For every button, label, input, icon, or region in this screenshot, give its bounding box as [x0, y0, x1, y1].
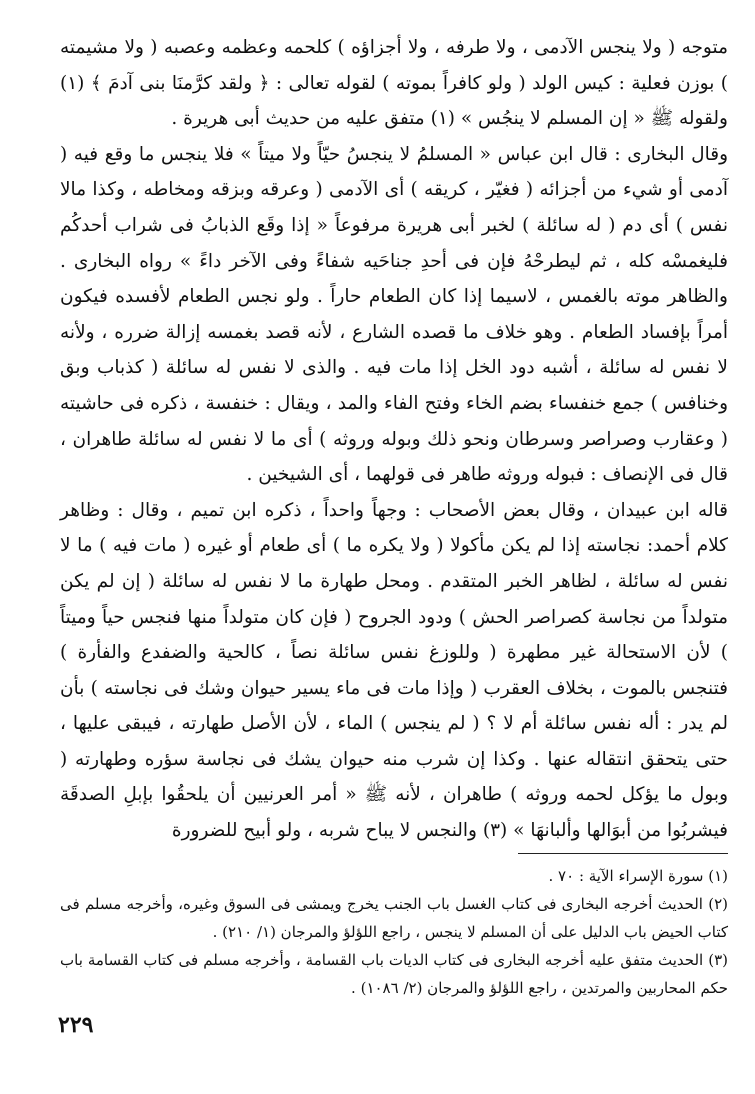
footnote-3: (٣) الحديث متفق عليه أخرجه البخارى فى كتاب الديات باب القسامة ، وأخرجه مسلم فى كتاب القسامة باب حكم المحاربين والمرتدين ، راجع اللؤلؤ والمرجان (٢/ ١٠٨٦) .: [60, 950, 728, 997]
document-page: [60, 30, 728, 1002]
footnote-2: (٢) الحديث أخرجه البخارى فى كتاب الغسل باب الجنب يخرج ويمشى فى السوق وغيره، وأخرجه مسلم فى كتاب الحيض باب الدليل على أن المسلم لا ينجس ، راجع اللؤلؤ والمرجان (١/ ٢١٠) .: [60, 894, 728, 941]
main-text: [60, 30, 728, 849]
footnotes: [60, 862, 728, 1002]
main-paragraph-1: متوجه ( ولا ينجس الآدمى ، ولا طرفه ، ولا أجزاؤه ) كلحمه وعظمه وعصبه ( ولا مشيمته ) بوزن فعلية : كيس الولد ( ولو كافراً بموته ) لقوله تعالى : ﴿ ولقد كرَّمنَا بنى آدمَ ﴾ (١) ولقوله ﷺ « إن المسلم لا ينجُس » (١) متفق عليه من حديث أبى هريرة .: [60, 37, 728, 130]
main-paragraph-2: وقال البخارى : قال ابن عباس « المسلمُ لا ينجسُ حيّاً ولا ميتاً » فلا ينجس ما وقع فيه ( آدمى أو شيء من أجزائه ( فغيّر ، كريقه ) أى الآدمى ( وعرقه وبزقه ومخاطه ، وكذا مالا نفس ) أى دم ( له سائلة ) لخبر أبى هريرة مرفوعاً « إذا وقَع الذبابُ فى شراب أحدكُم فليغمسْه كله ، ثم ليطرحْهُ فإن فى أحدِ جناحَيه شفاءً وفى الآخر داءً » رواه البخارى . والظاهر موته بالغمس ، لاسيما إذا كان الطعام حاراً . ولو نجس الطعام لأفسده فيكون أمراً بإفساد الطعام . وهو خلاف ما قصده الشارع ، لأنه قصد بغمسه إزالة ضرره ، ولأنه لا نفس له سائلة ، أشبه دود الخل إذا مات فيه . والذى لا نفس له سائلة ( كذباب وبق وخنافس ) جمع خنفساء بضم الخاء وفتح الفاء والمد ، ويقال : خنفسة ، ذكره فى حاشيته ( وعقارب وصراصر وسرطان ونحو ذلك وبوله وروثه ) أى ما لا نفس له سائلة طاهران ، قال فى الإنصاف : فبوله وروثه طاهر فى قولهما ، أى الشيخين .: [60, 143, 728, 486]
footnote-1: (١) سورة الإسراء الآية : ٧٠ .: [548, 866, 728, 885]
main-paragraph-3: قاله ابن عبيدان ، وقال بعض الأصحاب : وجهاً واحداً ، ذكره ابن تميم ، وقال : وظاهر كلام أحمد: نجاسته إذا لم يكن مأكولا ( ولا يكره ما ) أى طعام أو غيره ( مات فيه ) ما لا نفس له سائلة ، لظاهر الخبر المتقدم . ومحل طهارة ما لا نفس له سائلة ( إن لم يكن متولداً من نجاسة كصراصر الحش ) ودود الجروح ( فإن كان متولداً منها فنجس حياً وميتاً ) لأن الاستحالة غير مطهرة ( وللوزغ نفس سائلة نصاً ، كالحية والضفدع والفأرة ) فتنجس بالموت ، بخلاف العقرب ( وإذا مات فى ماء يسير حيوان وشك فى نجاسته ) بأن لم يدر : أله نفس سائلة أم لا ؟ ( لم ينجس ) الماء ، لأن الأصل طهارته ، فيبقى عليها ، حتى يتحقق انتقاله عنها . وكذا إن شرب منه حيوان يشك فى نجاسة سؤره وطهارته ( وبول ما يؤكل لحمه وروثه ) طاهران ، لأنه ﷺ « أمر العرنيين أن يلحقُوا بإبلِ الصدقَة فيشربُوا من أبوَالها وألبانهَا » (٣) والنجس لا يباح شربه ، ولو أبيح للضرورة: [60, 499, 728, 842]
footnote-separator: [518, 853, 728, 854]
page-number: ٢٢٩: [58, 1012, 94, 1038]
